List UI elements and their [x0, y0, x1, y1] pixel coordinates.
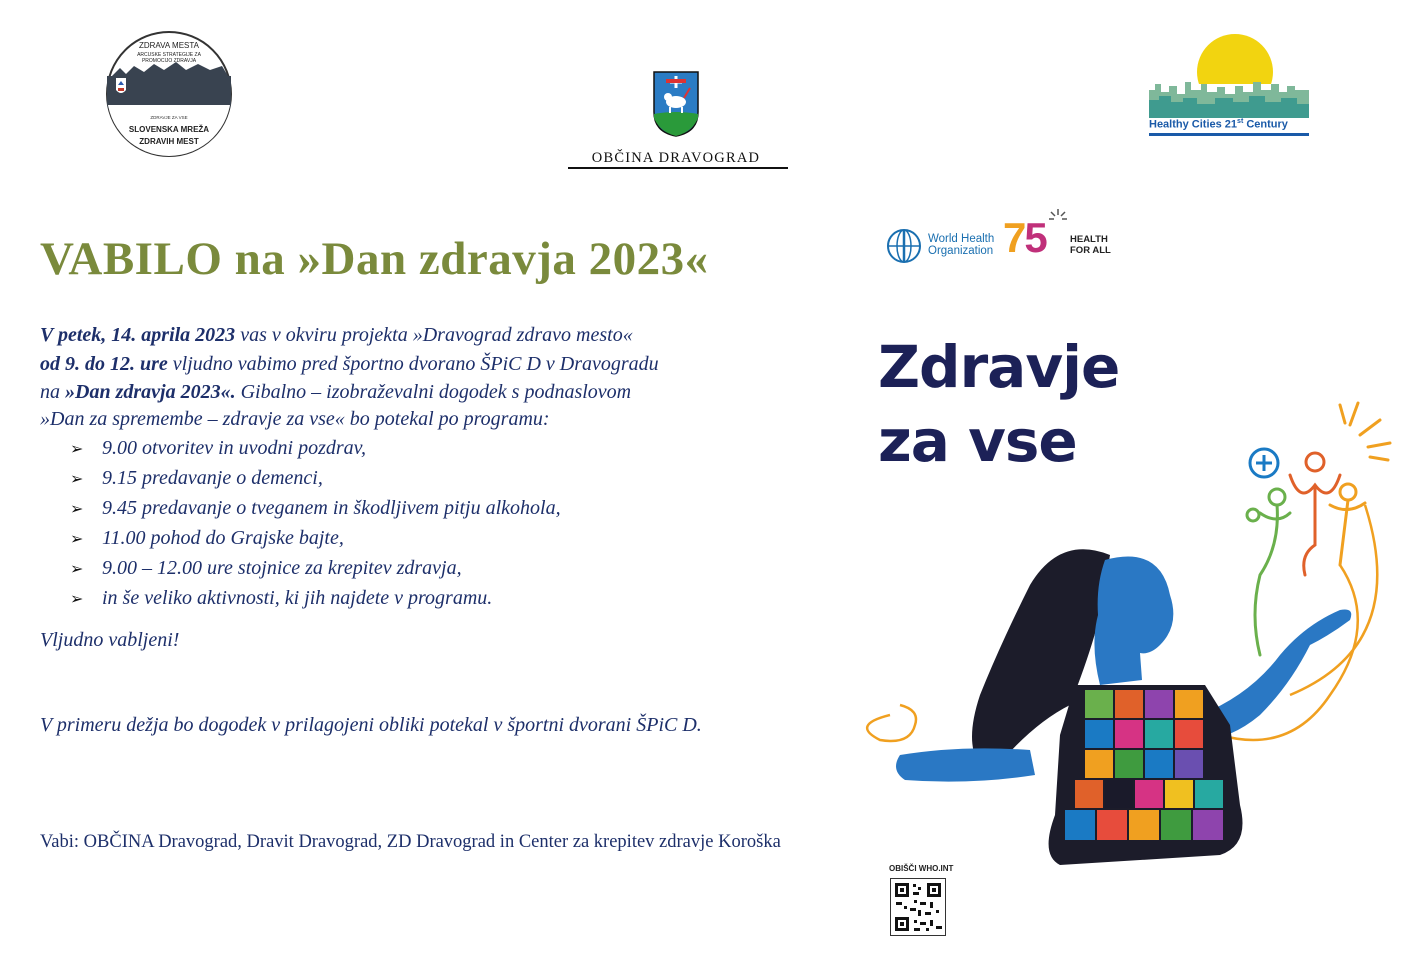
healthy-cities-logo: [1145, 32, 1313, 140]
intro-line-3-rest: Gibalno – izobraževalni dogodek s podnaslovom: [235, 381, 632, 403]
who-org-line2: Organization: [928, 245, 994, 257]
smzm-bottom-text-2: ZDRAVIH MEST: [139, 137, 199, 146]
arrow-bullet-icon: ➢: [70, 561, 84, 578]
hfa-line2: FOR ALL: [1070, 245, 1111, 256]
dravograd-coat-of-arms-icon: [652, 70, 700, 138]
smzm-bottom-text-1: SLOVENSKA MREŽA: [128, 125, 210, 134]
intro-line-2-rest: vljudno vabimo pred športno dvorano ŠPiC D v Dravogradu: [167, 353, 659, 375]
healthy-cities-underline: [1149, 133, 1309, 136]
rain-note: V primeru dežja bo dogodek v prilagojeni obliki potekal v športni dvorani ŠPiC D.: [40, 714, 702, 736]
who-org-name: [928, 233, 994, 257]
healthy-cities-century: Century: [1243, 118, 1288, 131]
healthy-cities-name: Healthy Cities 21: [1149, 118, 1238, 131]
inviters-line: Vabi: OBČINA Dravograd, Dravit Dravograd, ZD Dravograd in Center za krepitev zdravje Koroška: [40, 832, 781, 852]
program-item: [70, 434, 561, 464]
program-item-text: in še veliko aktivnosti, ki jih najdete v programu.: [102, 587, 493, 609]
event-name: »Dan zdravja 2023«.: [65, 381, 236, 403]
program-item-text: 9.15 predavanje o demenci,: [102, 467, 323, 489]
arrow-bullet-icon: ➢: [70, 471, 84, 488]
face-shape: [1094, 557, 1173, 685]
who-75-number: [1003, 214, 1046, 261]
qr-code-icon[interactable]: [890, 878, 946, 936]
event-date: V petek, 14. aprila 2023: [40, 324, 236, 346]
headline-line-1: Zdravje: [878, 333, 1120, 401]
closing-greeting: Vljudno vabljeni!: [40, 629, 180, 651]
smzm-top-text-3: PROMOCIJO ZDRAVJA: [141, 58, 197, 64]
woman-patchwork-illustration: [860, 395, 1412, 895]
who-75-logo: [885, 205, 1120, 267]
left-arm-shape: [896, 748, 1035, 781]
program-item-text: 9.00 – 12.00 ure stojnice za krepitev zdravja,: [102, 557, 462, 579]
intro-line-1-rest: vas v okviru projekta »Dravograd zdravo mesto«: [235, 324, 633, 346]
program-item-text: 9.45 predavanje o tveganem in škodljivem pitju alkohola,: [102, 497, 561, 519]
program-list: [70, 434, 561, 614]
program-item-text: 11.00 pohod do Grajske bajte,: [102, 527, 344, 549]
dravograd-municipality-logo: [560, 70, 792, 174]
smzm-top-text-1: ZDRAVA MESTA: [138, 41, 200, 50]
hfa-line1: HEALTH: [1070, 234, 1108, 245]
municipality-underline: [568, 167, 788, 169]
smzm-top-text-2: ARCUSKE STRATEGIJE ZA: [137, 52, 201, 58]
program-item: [70, 524, 561, 554]
smzm-small-text: ZDRAVJE ZA VSE: [150, 115, 188, 120]
people-figures-icon: [1247, 453, 1365, 655]
who-five: 5: [1024, 214, 1046, 261]
intro-line-2: [40, 352, 659, 376]
arrow-bullet-icon: ➢: [70, 591, 84, 608]
sparkle-lines-icon: [1340, 403, 1390, 460]
invitation-title: VABILO na »Dan zdravja 2023«: [40, 233, 709, 285]
program-item-text: 9.00 otvoritev in uvodni pozdrav,: [102, 437, 367, 459]
arrow-bullet-icon: ➢: [70, 531, 84, 548]
headline-line-2: za vse: [878, 407, 1077, 475]
healthy-cities-suffix: st: [1237, 118, 1244, 125]
healthy-cities-text: [1149, 118, 1288, 131]
program-item: [70, 494, 561, 524]
sun-skyline-icon: [1145, 32, 1313, 118]
event-time: od 9. do 12. ure: [40, 353, 168, 375]
qr-label: OBIŠČI WHO.INT: [889, 864, 954, 873]
program-item: [70, 554, 561, 584]
program-item: [70, 584, 561, 614]
intro-line-4: »Dan za spremembe – zdravje za vse« bo potekal po programu:: [40, 408, 550, 430]
plus-circle-icon: [1250, 449, 1278, 477]
arrow-bullet-icon: ➢: [70, 441, 84, 458]
health-for-all-text: [1070, 234, 1111, 256]
intro-line-1: [40, 323, 633, 347]
intro-line-3: [40, 380, 631, 404]
arrow-bullet-icon: ➢: [70, 501, 84, 518]
who-org-line1: World Health: [928, 233, 995, 245]
intro-line-3-pre: na: [40, 381, 65, 403]
patchwork-dress: [1049, 685, 1243, 865]
program-item: [70, 464, 561, 494]
sparkle-icon: [1047, 207, 1069, 225]
slovenian-healthy-cities-network-logo: [100, 30, 238, 158]
who-seven: 7: [1003, 214, 1025, 261]
municipality-name: OBČINA DRAVOGRAD: [591, 150, 761, 166]
who-emblem-icon: [885, 227, 923, 265]
